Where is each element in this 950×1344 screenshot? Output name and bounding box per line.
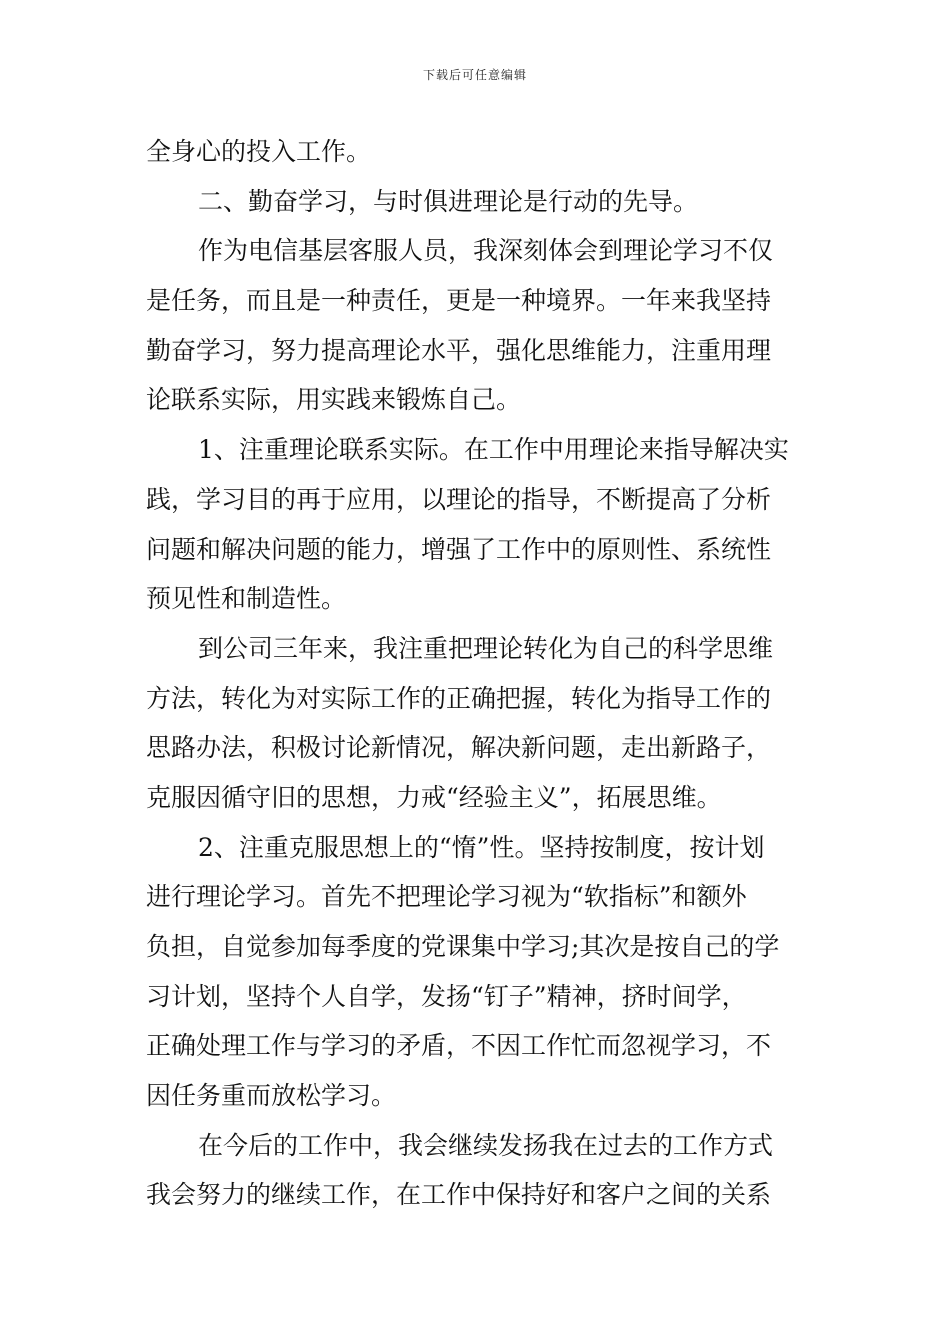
- text-line: 践，学习目的再于应用，以理论的指导，不断提高了分析: [146, 484, 772, 514]
- text-line: 预见性和制造性。: [146, 584, 347, 614]
- text-line: 思路办法，积极讨论新情况，解决新问题，走出新路子，: [146, 733, 772, 763]
- text-line: 作为电信基层客服人员，我深刻体会到理论学习不仅: [198, 236, 774, 266]
- text-line: 问题和解决问题的能力，增强了工作中的原则性、系统性: [146, 534, 772, 564]
- text-line: 我会努力的继续工作，在工作中保持好和客户之间的关系: [146, 1180, 772, 1210]
- text-line: 负担，自觉参加每季度的党课集中学习;其次是按自己的学: [146, 932, 780, 961]
- text-line: 2、注重克服思想上的“惰”性。坚持按制度，按计划: [198, 832, 765, 862]
- text-line: 进行理论学习。首先不把理论学习视为“软指标”和额外: [146, 882, 747, 912]
- text-line: 全身心的投入工作。: [146, 137, 372, 166]
- text-line: 是任务，而且是一种责任，更是一种境界。一年来我坚持: [146, 286, 772, 316]
- text-line: 方法，转化为对实际工作的正确把握，转化为指导工作的: [146, 683, 772, 713]
- text-line: 1、注重理论联系实际。在工作中用理论来指导解决实: [198, 435, 789, 465]
- document-body: [146, 127, 806, 1220]
- text-line: 因任务重而放松学习。: [146, 1081, 397, 1111]
- text-line: 勤奋学习，努力提高理论水平，强化思维能力，注重用理: [146, 335, 772, 365]
- text-line: 克服因循守旧的思想，力戒“经验主义”，拓展思维。: [146, 782, 722, 812]
- text-line: 二、勤奋学习，与时俱进理论是行动的先导。: [198, 186, 699, 216]
- text-line: 习计划，坚持个人自学，发扬“钉子”精神，挤时间学，: [146, 981, 747, 1011]
- text-line: 正确处理工作与学习的矛盾，不因工作忙而忽视学习，不: [146, 1031, 772, 1061]
- text-line: 在今后的工作中，我会继续发扬我在过去的工作方式: [198, 1130, 774, 1160]
- text-line: 到公司三年来，我注重把理论转化为自己的科学思维: [198, 633, 774, 663]
- text-line: 论联系实际，用实践来锻炼自己。: [146, 385, 522, 415]
- header-note: 下载后可任意编辑: [422, 68, 527, 82]
